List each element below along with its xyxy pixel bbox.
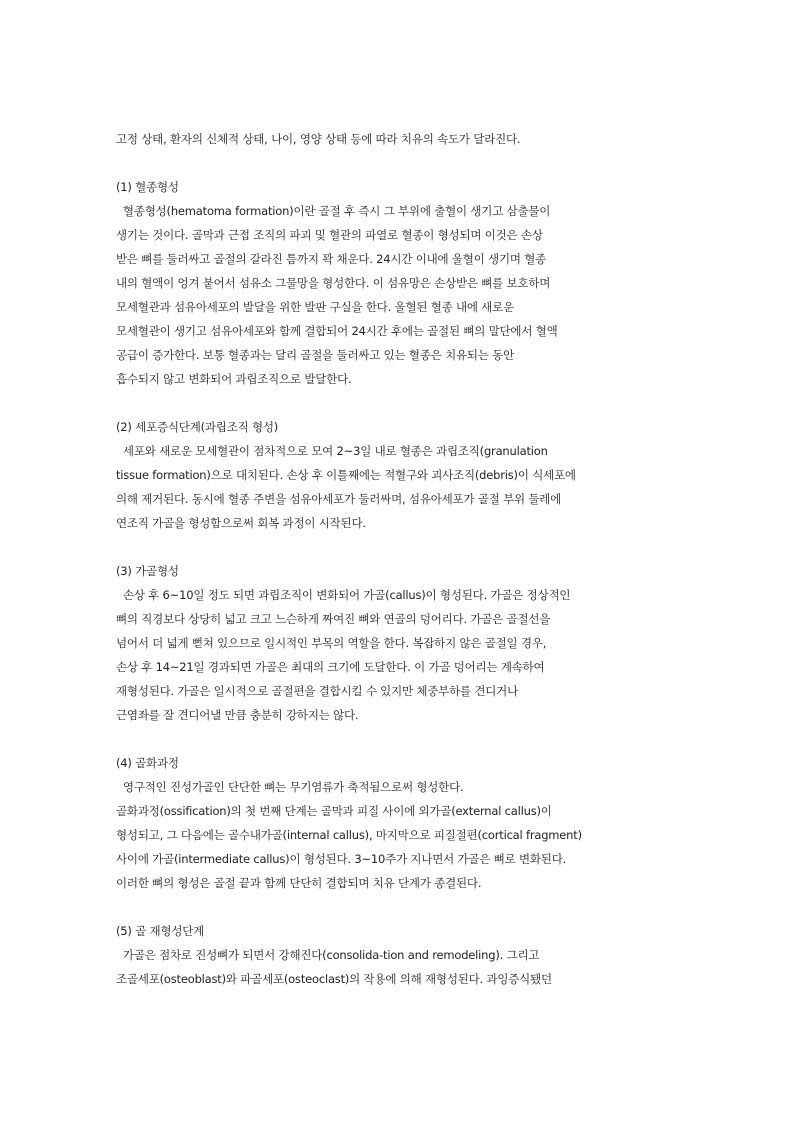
text-line: 가골은 점차로 진성뼈가 되면서 강해진다(consolida-tion and remodeling). 그리고	[116, 948, 540, 962]
text-line: 재형성된다. 가골은 일시적으로 골절편을 결합시킬 수 있지만 체중부하를 견디거나	[116, 684, 519, 698]
text-line: 모세혈관과 섬유아세포의 발달을 위한 발판 구실을 한다. 울혈된 혈종 내에 새로운	[116, 300, 515, 314]
text-line: 넘어서 더 넓게 뻗쳐 있으므로 일시적인 부목의 역할을 한다. 복잡하지 않은 골절일 경우,	[116, 636, 547, 650]
text-line: 이러한 뼈의 형성은 골절 끝과 함께 단단히 결합되며 치유 단계가 종결된다.	[116, 876, 482, 890]
section-heading-5: (5) 골 재형성단계	[116, 924, 205, 938]
text-line: 손상 후 14~21일 경과되면 가골은 최대의 크기에 도달한다. 이 가골 덩어리는 계속하여	[116, 660, 545, 674]
text-line: tissue formation)으로 대치된다. 손상 후 이틀째에는 적혈구와 괴사조직(debris)이 식세포에	[116, 468, 576, 482]
text-line: 형성되고, 그 다음에는 골수내가골(internal callus), 마지막으로 피질절편(cortical fragment)	[116, 828, 582, 842]
text-line: 조골세포(osteoblast)와 파골세포(osteoclast)의 작용에 의해 재형성된다. 과잉증식됐던	[116, 972, 552, 986]
text-line: 내의 혈액이 엉겨 붙어서 섬유소 그물망을 형성한다. 이 섬유망은 손상받은 뼈를 보호하며	[116, 276, 551, 290]
text-line: 사이에 가골(intermediate callus)이 형성된다. 3~10주가 지나면서 가골은 뼈로 변화된다.	[116, 852, 567, 866]
text-line: 혈종형성(hematoma formation)이란 골절 후 즉시 그 부위에 출혈이 생기고 삼출물이	[116, 204, 551, 218]
text-line: 연조직 가골을 형성함으로써 회복 과정이 시작된다.	[116, 516, 366, 530]
text-line: 골화과정(ossification)의 첫 번째 단계는 골막과 피질 사이에 외가골(external callus)이	[116, 804, 552, 818]
text-line: 영구적인 진성가골인 단단한 뼈는 무기염류가 축적됨으로써 형성한다.	[116, 780, 464, 794]
text-line: 고정 상태, 환자의 신체적 상태, 나이, 영양 상태 등에 따라 치유의 속도가 달라진다.	[116, 132, 521, 146]
text-line: 생기는 것이다. 골막과 근접 조직의 파괴 및 혈관의 파열로 혈종이 형성되며 이것은 손상	[116, 228, 543, 242]
text-line: 공급이 증가한다. 보통 혈종과는 달리 골절을 둘러싸고 있는 혈종은 치유되는 동안	[116, 348, 515, 362]
text-line: 세포와 새로운 모세혈관이 점차적으로 모여 2~3일 내로 혈종은 과립조직(granulation	[116, 444, 548, 458]
section-heading-1: (1) 혈종형성	[116, 180, 179, 194]
section-heading-3: (3) 가골형성	[116, 564, 179, 578]
section-heading-4: (4) 골화과정	[116, 756, 179, 770]
text-line: 뼈의 직경보다 상당히 넓고 크고 느슨하게 짜여진 뼈와 연골의 덩어리다. 가골은 골절선을	[116, 612, 551, 626]
text-line: 의해 제거된다. 동시에 혈종 주변을 섬유아세포가 둘러싸며, 섬유아세포가 골절 부위 둘레에	[116, 492, 562, 506]
section-heading-2: (2) 세포증식단계(과립조직 형성)	[116, 420, 279, 434]
text-line: 받은 뼈를 둘러싸고 골절의 갈라진 틈까지 꽉 채운다. 24시간 이내에 울혈이 생기며 혈종	[116, 252, 547, 266]
text-line: 손상 후 6~10일 정도 되면 과립조직이 변화되어 가골(callus)이 형성된다. 가골은 정상적인	[116, 588, 571, 602]
text-line: 흡수되지 않고 변화되어 과립조직으로 발달한다.	[116, 372, 352, 386]
text-line: 근염좌를 잘 견디어낼 만큼 충분히 강하지는 않다.	[116, 708, 359, 722]
text-line: 모세혈관이 생기고 섬유아세포와 함께 결합되어 24시간 후에는 골절된 뼈의 말단에서 혈액	[116, 324, 558, 338]
